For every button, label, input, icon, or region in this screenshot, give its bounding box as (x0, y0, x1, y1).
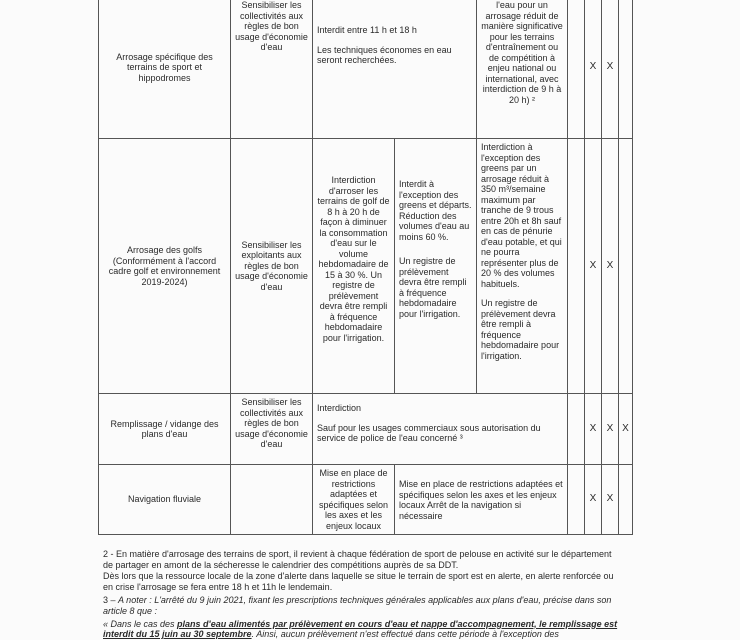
crise-cell (477, 139, 568, 394)
alerte-renforcee-cell (395, 139, 477, 394)
x-mark: X (585, 394, 602, 465)
x-mark (619, 139, 633, 394)
x-mark: X (602, 139, 619, 394)
sensibilisation-cell (231, 465, 313, 535)
restriction-cell (313, 394, 568, 465)
activity-cell: Navigation fluviale (99, 465, 231, 535)
sensibilisation-cell: Sensibiliser les collectivités aux règles de bon usage d'économie d'eau (231, 0, 313, 139)
table-row (99, 139, 633, 394)
x-mark: X (602, 465, 619, 535)
table-row (99, 0, 633, 139)
x-mark (619, 0, 633, 139)
restriction-text: Sauf pour les usages commerciaux sous autorisation du service de police de l'eau concerné ³ (317, 422, 541, 443)
restriction-text: Interdiction à l'exception des greens par un arrosage réduit à 350 m³/semaine maximum par tranche de 9 trous entre 20h et 8h sauf en cas de pénurie d'eau potable, et qui ne pourra représenter plus de 20 % des volumes habituels. (481, 142, 562, 289)
x-mark: X (585, 139, 602, 394)
x-mark: X (602, 394, 619, 465)
alerte-cell: Mise en place de restrictions adaptées et spécifiques selon les axes et les enjeux locaux (313, 465, 395, 535)
footnote-2-cont: Dès lors que la ressource locale de la zone d'alerte dans laquelle se situe le terrain de sport est en alerte, en alerte renforcée ou en crise l'arrosage se fera entre 18 h et 11h le lendemain. (103, 571, 614, 592)
quote-start: « Dans le cas des (103, 618, 178, 629)
restriction-text: Les techniques économes en eau seront recherchées. (317, 44, 452, 65)
footnote-note: A noter : L'arrêté du 9 juin 2021, fixant les prescriptions techniques générales applicables aux plans d'eau, précise dans son article 8 que : (103, 595, 612, 616)
restriction-text: Interdiction (317, 403, 362, 413)
quote-end: . Ainsi, aucun prélèvement n'est effectué dans cette période à l'exception des (251, 629, 559, 640)
x-mark (619, 465, 633, 535)
restriction-cell: Mise en place de restrictions adaptées et spécifiques selon les axes et les enjeux locaux Arrêt de la navigation si nécessaire (395, 465, 568, 535)
x-mark (568, 139, 585, 394)
restriction-cell (313, 0, 477, 139)
alerte-cell: Interdiction d'arroser les terrains de golf de 8 h à 20 h de façon à diminuer la consommation d'eau sur le volume hebdomadaire de 15 à 30 %. Un registre de prélèvement devra être rempli à fréquence hebdomadaire pour l'irrigation. (313, 139, 395, 394)
footnote-2: 2 - En matière d'arrosage des terrains de sport, il revient à chaque fédération de sport de pelouse en activité sur le département de partager en amont de la sécheresse le calendrier des compétitions auprès de sa DDT. (103, 549, 612, 570)
sensibilisation-cell: Sensibiliser les exploitants aux règles de bon usage d'économie d'eau (231, 139, 313, 394)
table-row (99, 465, 633, 535)
restrictions-table (98, 0, 633, 535)
restriction-text: Un registre de prélèvement devra être rempli à fréquence hebdomadaire pour l'irrigation. (399, 256, 467, 319)
footnote-number: 3 – (103, 595, 119, 606)
table-row (99, 394, 633, 465)
restriction-text: Un registre de prélèvement devra être rempli à fréquence hebdomadaire pour l'irrigation. (481, 298, 560, 361)
footnotes (103, 549, 623, 640)
activity-cell: Arrosage des golfs (Conformément à l'accord cadre golf et environnement 2019-2024) (99, 139, 231, 394)
restriction-text: Interdit entre 11 h et 18 h (317, 25, 417, 35)
sensibilisation-cell: Sensibiliser les collectivités aux règles de bon usage d'économie d'eau (231, 394, 313, 465)
x-mark (568, 394, 585, 465)
quote-highlight: plans d'eau alimentés par prélèvement en cours d'eau et nappe d'accompagnement, le remplissage est interdit du 15 juin au 30 septembre (103, 618, 618, 640)
x-mark: X (585, 0, 602, 139)
x-mark (568, 465, 585, 535)
crise-cell: l'eau pour un arrosage réduit de manière significative pour les terrains d'entraînement ou de compétition à enjeu national ou international, avec interdiction de 9 h à 20 h) ² (477, 0, 568, 139)
activity-cell: Remplissage / vidange des plans d'eau (99, 394, 231, 465)
footnote-3 (103, 595, 623, 616)
restriction-text: Interdit à l'exception des greens et départs. Réduction des volumes d'eau au moins 60 %. (399, 179, 472, 242)
x-mark: X (602, 0, 619, 139)
x-mark: X (619, 394, 633, 465)
x-mark (568, 0, 585, 139)
activity-cell: Arrosage spécifique des terrains de sport et hippodromes (99, 0, 231, 139)
x-mark: X (585, 465, 602, 535)
